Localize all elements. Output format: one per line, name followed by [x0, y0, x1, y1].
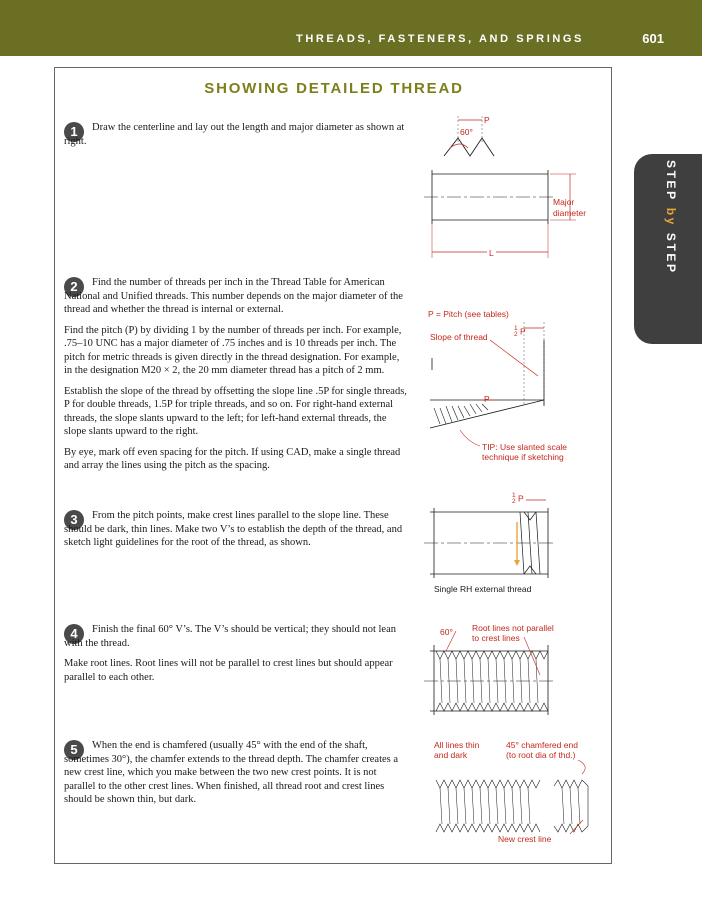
- step-by-step-tab-label: STEP by STEP: [664, 160, 678, 275]
- step-1-paragraph-1: Draw the centerline and lay out the length and major diameter as shown at right.: [64, 122, 405, 147]
- fig1-diameter-label: diameter: [553, 208, 587, 218]
- fig4-root-line-1: Root lines not parallel: [472, 623, 554, 633]
- page-number: 601: [642, 31, 664, 46]
- fig2-tip-line-2: technique if sketching: [482, 452, 564, 462]
- fig4-root-line-2: to crest lines: [472, 633, 520, 643]
- section-title: SHOWING DETAILED THREAD: [204, 80, 464, 97]
- fig5-all-lines-2: and dark: [434, 750, 468, 760]
- fig1-length-label: L: [489, 248, 494, 258]
- fig2-tip-line-1: TIP: Use slanted scale: [482, 442, 568, 452]
- step-5-badge: 5: [64, 740, 84, 760]
- fig1-p-label: P: [484, 115, 490, 125]
- fig5-new-crest: New crest line: [498, 834, 552, 844]
- fig2-p-small-label: P: [484, 394, 490, 404]
- fig5-chamfer-2: (to root dia of thd.): [506, 750, 576, 760]
- fig2-slope-label: Slope of thread: [430, 332, 488, 342]
- fig1-major-label: Major: [553, 197, 575, 207]
- fig2-half-pitch-label: 1 2 P: [514, 325, 526, 338]
- fig5-chamfer-1: 45° chamfered end: [506, 740, 578, 750]
- running-head: THREADS, FASTENERS, AND SPRINGS: [296, 33, 584, 45]
- step-2-badge: 2: [64, 277, 84, 297]
- step-3-badge: 3: [64, 510, 84, 530]
- step-2-paragraph-1: Find the number of threads per inch in the Thread Table for American National and Unified threads. This number depends on the major diameter of the thread and whether the thread is internal or external.: [64, 277, 403, 315]
- step-5-text: [64, 739, 410, 814]
- header-bar: [0, 0, 702, 56]
- step-2-paragraph-3: Establish the slope of the thread by offsetting the slope line .5P for single threads, P for double threads, 1.5P for triple threads, and so on. For right-hand external threads, the slope slants upward to the left; for left-hand external threads, the slope slants upward to the right.: [64, 385, 407, 437]
- step-2-text: [64, 276, 410, 480]
- fig3-caption: Single RH external thread: [434, 584, 532, 594]
- step-1-badge: 1: [64, 122, 84, 142]
- figure-1-drawing: [420, 112, 605, 272]
- step-4-paragraph-2: Make root lines. Root lines will not be parallel to crest lines but should appear parallel to each other.: [64, 658, 393, 683]
- fig2-pitch-note: P = Pitch (see tables): [428, 309, 509, 319]
- step-2-paragraph-4: By eye, mark off even spacing for the pitch. If using CAD, make a single thread and array the lines using the pitch as the spacing.: [64, 446, 401, 471]
- figure-1: [420, 112, 605, 272]
- figure-2: [420, 300, 605, 470]
- fig4-angle-label: 60°: [440, 627, 453, 637]
- figure-3: [420, 488, 605, 598]
- figure-4: [420, 615, 605, 725]
- step-4-paragraph-1: Finish the final 60° V’s. The V’s should be vertical; they should not lean with the thread.: [64, 624, 397, 649]
- step-1-text: [64, 121, 410, 155]
- figure-5: [420, 738, 605, 848]
- fig3-half-pitch-label: 1 2 P: [512, 492, 524, 505]
- step-3-paragraph-1: From the pitch points, make crest lines parallel to the slope line. These should be dark, thin lines. Make two V’s to establish the depth of the thread, and sketch light guidelines for the root of the thread, as shown.: [64, 510, 403, 548]
- step-3-text: [64, 509, 410, 557]
- step-4-badge: 4: [64, 624, 84, 644]
- step-5-paragraph-1: When the end is chamfered (usually 45° with the end of the shaft, sometimes 30°), the chamfer extends to the thread depth. The chamfer creates a new crest line, which you make between the two new crest points. It is not parallel to the other crest lines. When finished, all thread root and crest lines should be shown thin, but dark.: [64, 740, 399, 805]
- fig5-all-lines-1: All lines thin: [434, 740, 480, 750]
- step-4-text: [64, 623, 410, 691]
- fig1-angle-label: 60°: [460, 127, 473, 137]
- step-2-paragraph-2: Find the pitch (P) by dividing 1 by the number of threads per inch. For example, .75–10 UNC has a major diameter of .75 inches and is 10 threads per inch. The pitch for metric threads is given directly in the thread designation. For example, in the designation M20 × 2, the 20 mm diameter thread has a pitch of 2 mm.: [64, 324, 402, 376]
